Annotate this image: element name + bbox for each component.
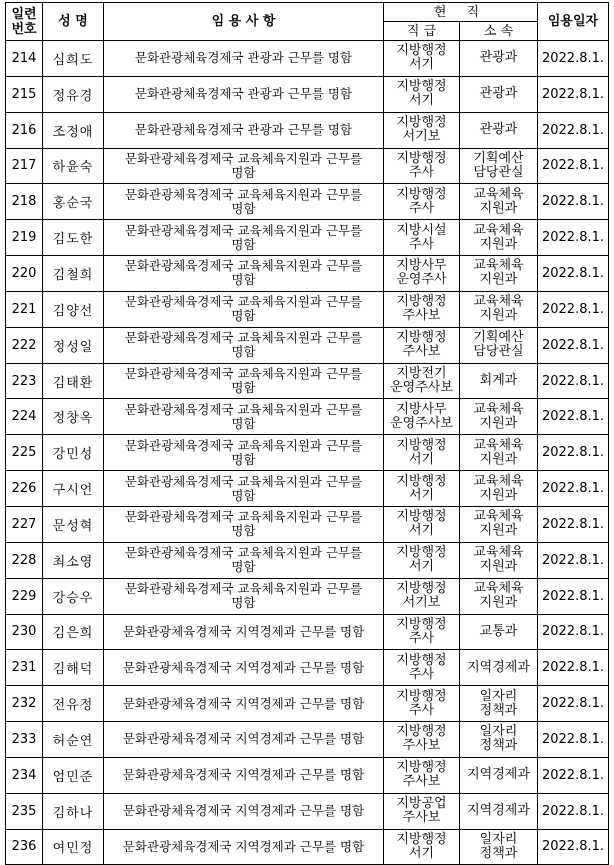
department-cell: 기획예산 담당관실 bbox=[460, 327, 538, 363]
name-cell: 강승우 bbox=[43, 578, 104, 614]
rank-cell: 지방행정 주사보 bbox=[384, 327, 460, 363]
appointment-matter-cell: 문화관광체육경제국 교육체육지원과 근무를 명함 bbox=[104, 471, 384, 507]
appointment-matter-cell: 문화관광체육경제국 교육체육지원과 근무를 명함 bbox=[104, 256, 384, 292]
name-cell: 김도한 bbox=[43, 220, 104, 256]
appointment-date-cell: 2022.8.1. bbox=[538, 256, 609, 292]
table-row bbox=[6, 722, 609, 758]
rank-cell: 지방행정 주사 bbox=[384, 148, 460, 184]
serial-number-cell: 230 bbox=[6, 614, 43, 650]
department-cell: 관광과 bbox=[460, 41, 538, 77]
appointment-date-cell: 2022.8.1. bbox=[538, 112, 609, 148]
department-cell: 교육체육 지원과 bbox=[460, 184, 538, 220]
serial-number-cell: 223 bbox=[6, 363, 43, 399]
name-cell: 정성일 bbox=[43, 327, 104, 363]
appointment-date-cell: 2022.8.1. bbox=[538, 578, 609, 614]
table-row bbox=[6, 76, 609, 112]
appointment-matter-cell: 문화관광체육경제국 교육체육지원과 근무를 명함 bbox=[104, 435, 384, 471]
name-cell: 심희도 bbox=[43, 41, 104, 77]
table-row bbox=[6, 327, 609, 363]
department-cell: 일자리 정책과 bbox=[460, 722, 538, 758]
department-cell: 교육체육 지원과 bbox=[460, 435, 538, 471]
department-cell: 일자리 정책과 bbox=[460, 686, 538, 722]
table-row bbox=[6, 686, 609, 722]
rank-cell: 지방행정 주사 bbox=[384, 650, 460, 686]
department-cell: 지역경제과 bbox=[460, 793, 538, 829]
name-cell: 문성혁 bbox=[43, 506, 104, 542]
rank-cell: 지방행정 서기 bbox=[384, 829, 460, 865]
name-cell: 김은희 bbox=[43, 614, 104, 650]
appointment-date-cell: 2022.8.1. bbox=[538, 650, 609, 686]
name-cell: 엄민준 bbox=[43, 757, 104, 793]
appointment-matter-cell: 문화관광체육경제국 교육체육지원과 근무를 명함 bbox=[104, 184, 384, 220]
serial-number-cell: 228 bbox=[6, 542, 43, 578]
header-appointment-date: 임용일자 bbox=[538, 3, 609, 41]
rank-cell: 지방행정 주사보 bbox=[384, 722, 460, 758]
name-cell: 강민성 bbox=[43, 435, 104, 471]
rank-cell: 지방행정 주사보 bbox=[384, 291, 460, 327]
serial-number-cell: 233 bbox=[6, 722, 43, 758]
serial-number-cell: 225 bbox=[6, 435, 43, 471]
appointment-matter-cell: 문화관광체육경제국 교육체육지원과 근무를 명함 bbox=[104, 291, 384, 327]
table-row bbox=[6, 184, 609, 220]
department-cell: 교육체육 지원과 bbox=[460, 220, 538, 256]
table-row bbox=[6, 41, 609, 77]
table-row bbox=[6, 757, 609, 793]
serial-number-cell: 227 bbox=[6, 506, 43, 542]
header-department: 소 속 bbox=[460, 22, 538, 41]
name-cell: 조정애 bbox=[43, 112, 104, 148]
department-cell: 지역경제과 bbox=[460, 650, 538, 686]
rank-cell: 지방행정 서기 bbox=[384, 76, 460, 112]
name-cell: 김철희 bbox=[43, 256, 104, 292]
appointment-date-cell: 2022.8.1. bbox=[538, 506, 609, 542]
appointment-matter-cell: 문화관광체육경제국 지역경제과 근무를 명함 bbox=[104, 722, 384, 758]
name-cell: 김해덕 bbox=[43, 650, 104, 686]
serial-number-cell: 216 bbox=[6, 112, 43, 148]
appointment-matter-cell: 문화관광체육경제국 교육체육지원과 근무를 명함 bbox=[104, 327, 384, 363]
serial-number-cell: 218 bbox=[6, 184, 43, 220]
appointment-date-cell: 2022.8.1. bbox=[538, 542, 609, 578]
appointment-matter-cell: 문화관광체육경제국 교육체육지원과 근무를 명함 bbox=[104, 399, 384, 435]
header-current-position: 현 직 bbox=[384, 3, 538, 22]
rank-cell: 지방전기 운영주사보 bbox=[384, 363, 460, 399]
appointment-matter-cell: 문화관광체육경제국 지역경제과 근무를 명함 bbox=[104, 829, 384, 865]
rank-cell: 지방행정 서기 bbox=[384, 41, 460, 77]
serial-number-cell: 221 bbox=[6, 291, 43, 327]
appointment-date-cell: 2022.8.1. bbox=[538, 148, 609, 184]
name-cell: 허순연 bbox=[43, 722, 104, 758]
rank-cell: 지방사무 운영주사 bbox=[384, 256, 460, 292]
table-row bbox=[6, 829, 609, 865]
department-cell: 기획예산 담당관실 bbox=[460, 148, 538, 184]
serial-number-cell: 229 bbox=[6, 578, 43, 614]
serial-number-cell: 236 bbox=[6, 829, 43, 865]
appointment-matter-cell: 문화관광체육경제국 지역경제과 근무를 명함 bbox=[104, 614, 384, 650]
appointment-matter-cell: 문화관광체육경제국 관광과 근무를 명함 bbox=[104, 76, 384, 112]
serial-number-cell: 235 bbox=[6, 793, 43, 829]
rank-cell: 지방행정 서기보 bbox=[384, 578, 460, 614]
table-header bbox=[6, 3, 609, 41]
department-cell: 관광과 bbox=[460, 76, 538, 112]
appointment-date-cell: 2022.8.1. bbox=[538, 327, 609, 363]
table-row bbox=[6, 363, 609, 399]
serial-number-cell: 220 bbox=[6, 256, 43, 292]
serial-number-cell: 226 bbox=[6, 471, 43, 507]
header-appointment-matter: 임 용 사 항 bbox=[104, 3, 384, 41]
department-cell: 교육체육 지원과 bbox=[460, 471, 538, 507]
rank-cell: 지방행정 서기 bbox=[384, 435, 460, 471]
serial-number-cell: 232 bbox=[6, 686, 43, 722]
appointment-date-cell: 2022.8.1. bbox=[538, 184, 609, 220]
appointment-date-cell: 2022.8.1. bbox=[538, 435, 609, 471]
appointment-date-cell: 2022.8.1. bbox=[538, 722, 609, 758]
table-row bbox=[6, 578, 609, 614]
department-cell: 일자리 정책과 bbox=[460, 829, 538, 865]
rank-cell: 지방사무 운영주사보 bbox=[384, 399, 460, 435]
table-row bbox=[6, 112, 609, 148]
appointment-date-cell: 2022.8.1. bbox=[538, 41, 609, 77]
appointment-matter-cell: 문화관광체육경제국 교육체육지원과 근무를 명함 bbox=[104, 220, 384, 256]
table-row bbox=[6, 435, 609, 471]
appointment-date-cell: 2022.8.1. bbox=[538, 471, 609, 507]
header-serial-number: 일련 번호 bbox=[6, 3, 43, 41]
rank-cell: 지방행정 서기 bbox=[384, 471, 460, 507]
rank-cell: 지방행정 서기 bbox=[384, 506, 460, 542]
name-cell: 하윤숙 bbox=[43, 148, 104, 184]
appointment-date-cell: 2022.8.1. bbox=[538, 76, 609, 112]
rank-cell: 지방행정 서기 bbox=[384, 542, 460, 578]
appointment-matter-cell: 문화관광체육경제국 지역경제과 근무를 명함 bbox=[104, 757, 384, 793]
serial-number-cell: 222 bbox=[6, 327, 43, 363]
name-cell: 김태환 bbox=[43, 363, 104, 399]
rank-cell: 지방시설 주사 bbox=[384, 220, 460, 256]
appointment-date-cell: 2022.8.1. bbox=[538, 614, 609, 650]
department-cell: 교육체육 지원과 bbox=[460, 256, 538, 292]
rank-cell: 지방공업 주사보 bbox=[384, 793, 460, 829]
table-row bbox=[6, 614, 609, 650]
appointment-matter-cell: 문화관광체육경제국 교육체육지원과 근무를 명함 bbox=[104, 578, 384, 614]
department-cell: 교육체육 지원과 bbox=[460, 578, 538, 614]
table-row bbox=[6, 650, 609, 686]
serial-number-cell: 231 bbox=[6, 650, 43, 686]
appointment-matter-cell: 문화관광체육경제국 지역경제과 근무를 명함 bbox=[104, 686, 384, 722]
appointment-matter-cell: 문화관광체육경제국 관광과 근무를 명함 bbox=[104, 112, 384, 148]
appointment-date-cell: 2022.8.1. bbox=[538, 793, 609, 829]
appointment-matter-cell: 문화관광체육경제국 관광과 근무를 명함 bbox=[104, 41, 384, 77]
appointment-matter-cell: 문화관광체육경제국 교육체육지원과 근무를 명함 bbox=[104, 506, 384, 542]
name-cell: 김하나 bbox=[43, 793, 104, 829]
appointment-matter-cell: 문화관광체육경제국 지역경제과 근무를 명함 bbox=[104, 793, 384, 829]
table-row bbox=[6, 148, 609, 184]
table-row bbox=[6, 256, 609, 292]
department-cell: 교통과 bbox=[460, 614, 538, 650]
appointment-date-cell: 2022.8.1. bbox=[538, 757, 609, 793]
header-name: 성 명 bbox=[43, 3, 104, 41]
table-row bbox=[6, 399, 609, 435]
table-row bbox=[6, 542, 609, 578]
department-cell: 관광과 bbox=[460, 112, 538, 148]
appointment-matter-cell: 문화관광체육경제국 교육체육지원과 근무를 명함 bbox=[104, 148, 384, 184]
name-cell: 정창옥 bbox=[43, 399, 104, 435]
name-cell: 홍순국 bbox=[43, 184, 104, 220]
appointment-matter-cell: 문화관광체육경제국 지역경제과 근무를 명함 bbox=[104, 650, 384, 686]
department-cell: 교육체육 지원과 bbox=[460, 291, 538, 327]
serial-number-cell: 214 bbox=[6, 41, 43, 77]
table-row bbox=[6, 220, 609, 256]
appointment-date-cell: 2022.8.1. bbox=[538, 220, 609, 256]
department-cell: 회계과 bbox=[460, 363, 538, 399]
appointment-table bbox=[5, 2, 609, 865]
department-cell: 지역경제과 bbox=[460, 757, 538, 793]
appointment-matter-cell: 문화관광체육경제국 교육체육지원과 근무를 명함 bbox=[104, 363, 384, 399]
header-rank: 직 급 bbox=[384, 22, 460, 41]
serial-number-cell: 224 bbox=[6, 399, 43, 435]
table-row bbox=[6, 291, 609, 327]
serial-number-cell: 234 bbox=[6, 757, 43, 793]
serial-number-cell: 215 bbox=[6, 76, 43, 112]
table-body bbox=[6, 41, 609, 865]
name-cell: 구시언 bbox=[43, 471, 104, 507]
table-row bbox=[6, 471, 609, 507]
department-cell: 교육체육 지원과 bbox=[460, 399, 538, 435]
name-cell: 최소영 bbox=[43, 542, 104, 578]
department-cell: 교육체육 지원과 bbox=[460, 542, 538, 578]
appointment-date-cell: 2022.8.1. bbox=[538, 363, 609, 399]
name-cell: 김양선 bbox=[43, 291, 104, 327]
appointment-date-cell: 2022.8.1. bbox=[538, 291, 609, 327]
name-cell: 정유경 bbox=[43, 76, 104, 112]
rank-cell: 지방행정 주사 bbox=[384, 184, 460, 220]
appointment-date-cell: 2022.8.1. bbox=[538, 829, 609, 865]
serial-number-cell: 219 bbox=[6, 220, 43, 256]
department-cell: 교육체육 지원과 bbox=[460, 506, 538, 542]
appointment-date-cell: 2022.8.1. bbox=[538, 686, 609, 722]
rank-cell: 지방행정 주사 bbox=[384, 686, 460, 722]
table-row bbox=[6, 506, 609, 542]
appointment-matter-cell: 문화관광체육경제국 교육체육지원과 근무를 명함 bbox=[104, 542, 384, 578]
name-cell: 여민정 bbox=[43, 829, 104, 865]
appointment-date-cell: 2022.8.1. bbox=[538, 399, 609, 435]
serial-number-cell: 217 bbox=[6, 148, 43, 184]
rank-cell: 지방행정 주사보 bbox=[384, 757, 460, 793]
rank-cell: 지방행정 서기보 bbox=[384, 112, 460, 148]
rank-cell: 지방행정 주사 bbox=[384, 614, 460, 650]
name-cell: 전유정 bbox=[43, 686, 104, 722]
table-row bbox=[6, 793, 609, 829]
